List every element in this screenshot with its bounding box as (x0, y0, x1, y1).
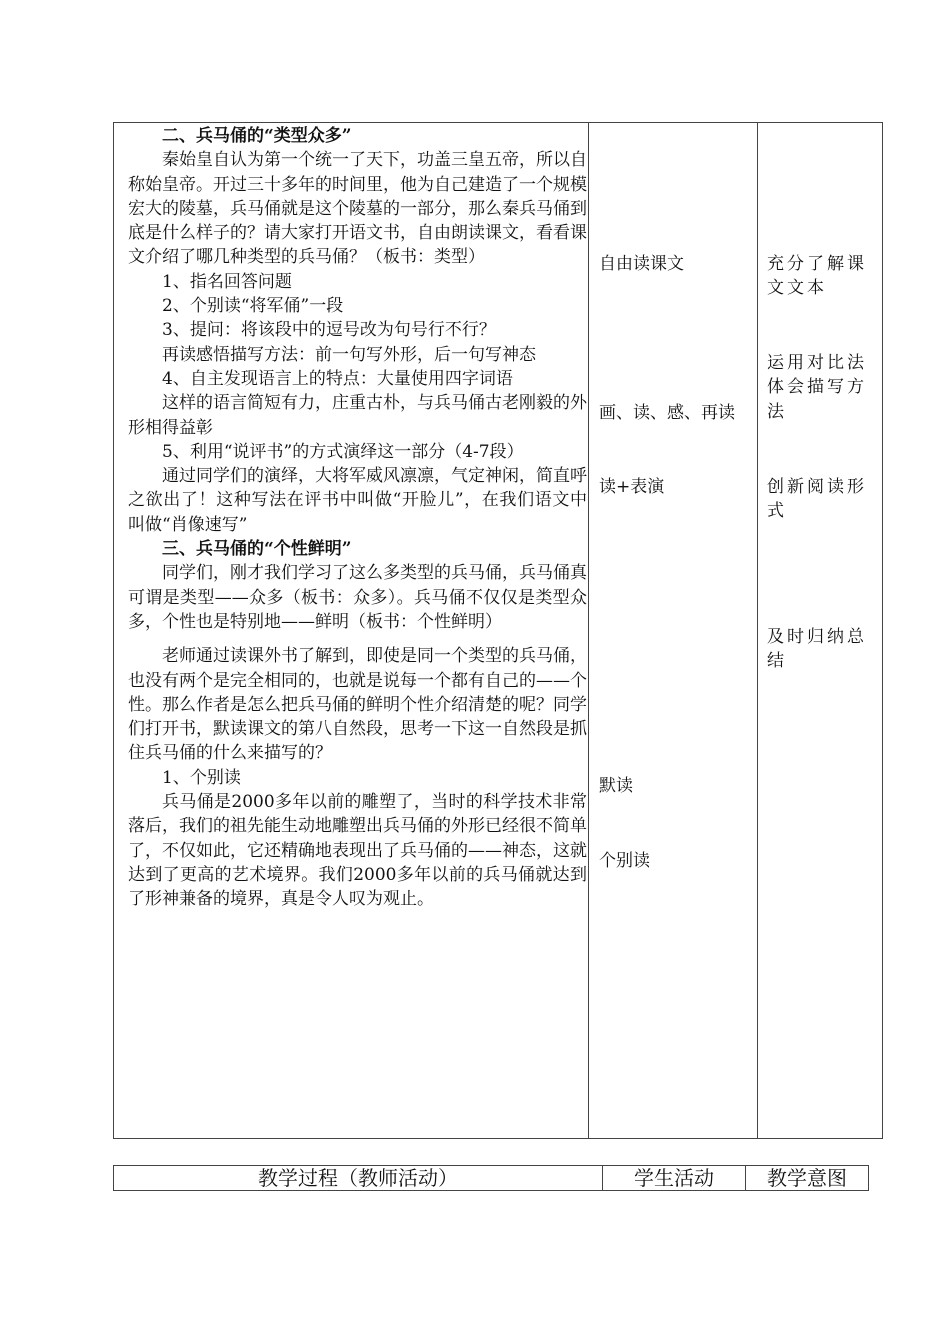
lesson-table (113, 122, 883, 1139)
header-teacher-process: 教学过程（教师活动） (258, 1166, 458, 1190)
paragraph: 再读感悟描写方法：前一句写外形，后一句写神态 (162, 344, 536, 365)
paragraph: 这样的语言简短有力，庄重古朴，与兵马俑古老刚毅的外形相得益彰 (128, 393, 587, 438)
paragraph: 秦始皇自认为第一个统一了天下，功盖三皇五帝，所以自称始皇帝。开过三十多年的时间里，他为自己建造了一个规模宏大的陵墓，兵马俑就是这个陵墓的一部分，那么秦兵马俑到底是什么样子的？请大家打开语文书，自由朗读课文，看看课文介绍了哪几种类型的兵马俑？（板书：类型） (128, 150, 587, 268)
student-activity-item: 默读 (599, 776, 633, 796)
paragraph: 同学们，刚才我们学习了这么多类型的兵马俑，兵马俑真可谓是类型——众多（板书：众多）。兵马俑不仅仅是类型众多，个性也是特别地——鲜明（板书：个性鲜明） (128, 563, 587, 632)
paragraph: 4、自主发现语言上的特点：大量使用四字词语 (162, 368, 513, 389)
paragraph: 2、个别读“将军俑”一段 (162, 296, 344, 317)
header-student-activity: 学生活动 (634, 1166, 714, 1190)
paragraph: 5、利用“说评书”的方式演绎这一部分（4-7段） (162, 441, 524, 462)
section-heading: 三、兵马俑的“个性鲜明” (162, 539, 352, 560)
student-activity-item: 画、读、感、再读 (599, 403, 735, 423)
student-activity-column (589, 123, 757, 1138)
paragraph: 1、指名回答问题 (162, 271, 292, 292)
header-intent: 教学意图 (767, 1166, 847, 1190)
intent-item: 创新阅读形式 (767, 477, 867, 522)
paragraph: 老师通过读课外书了解到，即使是同一个类型的兵马俑，也没有两个是完全相同的，也就是说每一个都有自己的——个性。那么作者是怎么把兵马俑的鲜明个性介绍清楚的呢？同学们打开书，默读课文的第八自然段，思考一下这一自然段是抓住兵马俑的什么来描写的？ (128, 646, 587, 764)
paragraph: 1、个别读 (162, 767, 241, 788)
intent-item: 充分了解课文文本 (767, 254, 867, 299)
section-heading: 二、兵马俑的“类型众多” (162, 126, 352, 146)
teacher-activity-column (128, 124, 587, 912)
paragraph: 兵马俑是2000多年以前的雕塑了，当时的科学技术非常落后，我们的祖先能生动地雕塑出兵马俑的外形已经很不简单了，不仅如此，它还精确地表现出了兵马俑的——神态，这就达到了更高的艺术境界。我们2000多年以前的兵马俑就达到了形神兼备的境界，真是令人叹为观止。 (128, 792, 587, 910)
intent-column (758, 123, 883, 1138)
header-table (113, 1165, 869, 1191)
paragraph: 3、提问：将该段中的逗号改为句号行不行？ (162, 320, 496, 341)
student-activity-item: 自由读课文 (599, 254, 684, 274)
student-activity-item: 读+表演 (599, 477, 665, 497)
student-activity-item: 个别读 (599, 851, 650, 871)
intent-item: 及时归纳总结 (767, 627, 867, 672)
intent-item: 运用对比法体会描写方法 (767, 353, 867, 422)
paragraph: 通过同学们的演绎，大将军威风凛凛，气定神闲，简直呼之欲出了！这种写法在评书中叫做“开脸儿”，在我们语文中叫做“肖像速写” (128, 466, 587, 535)
